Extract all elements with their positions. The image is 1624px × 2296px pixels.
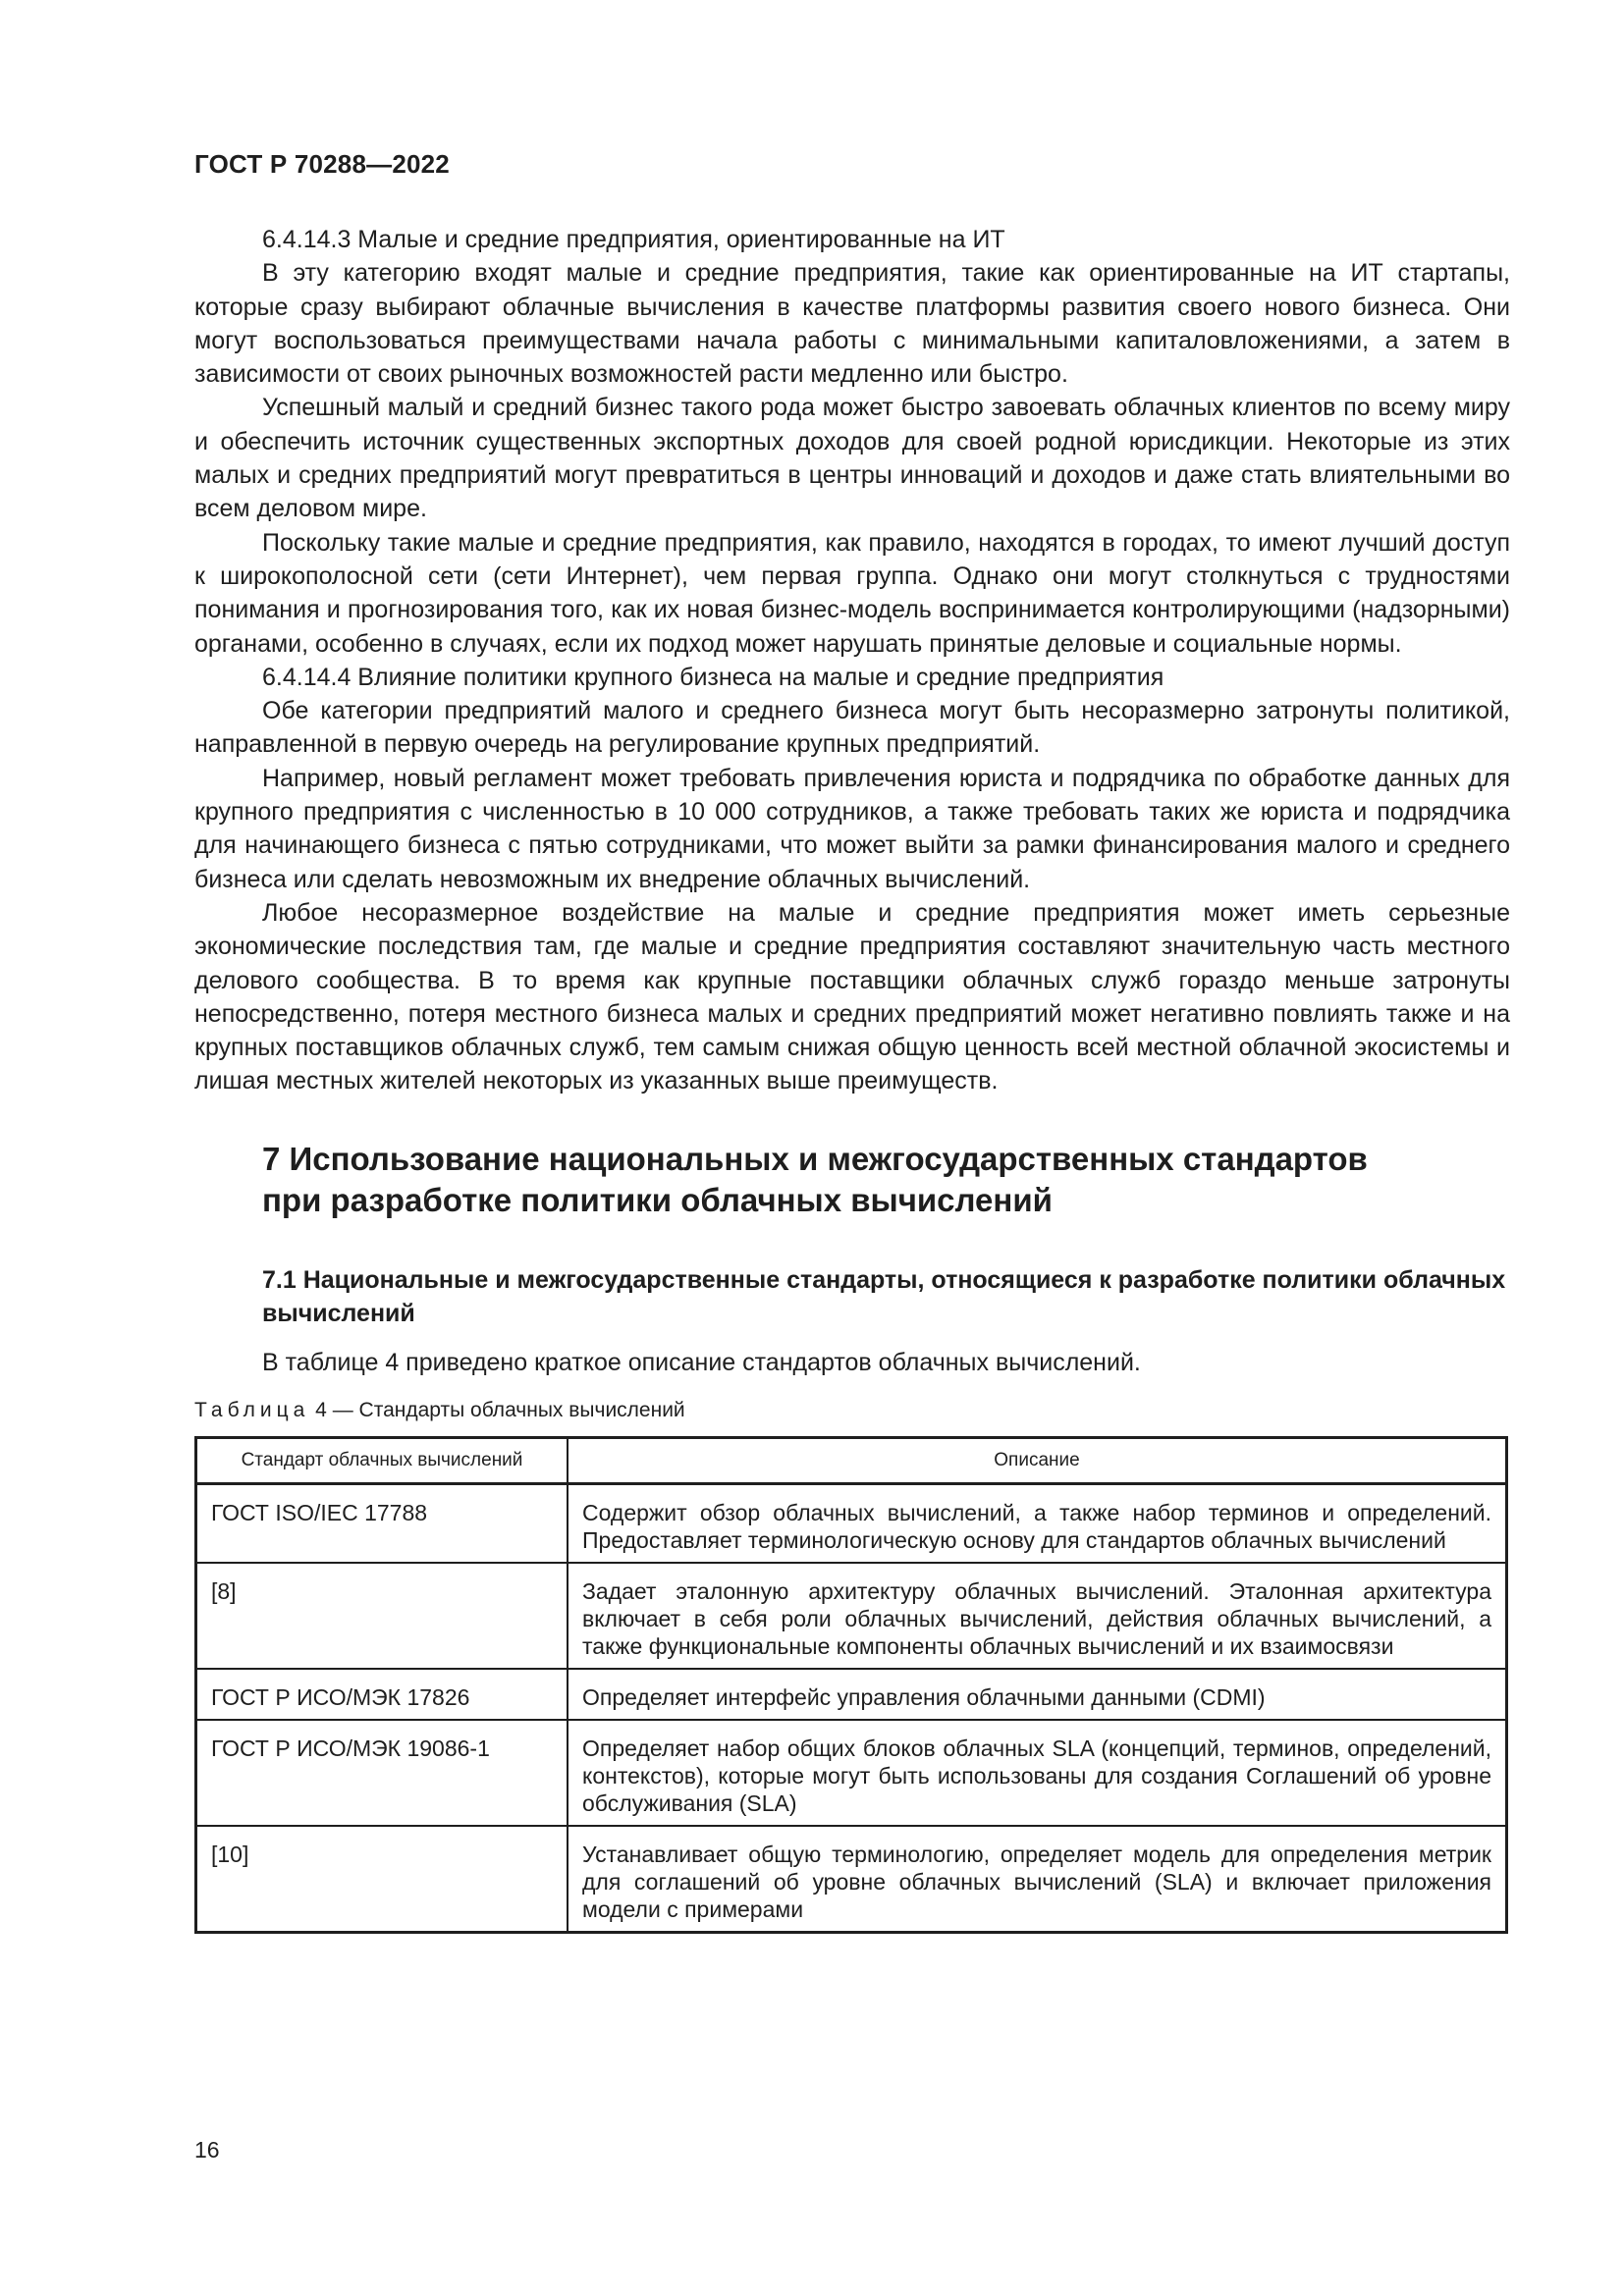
section-7-title-line1: 7 Использование национальных и межгосударственных стандартов (262, 1141, 1368, 1177)
table-caption-text: 4 — Стандарты облачных вычислений (309, 1399, 685, 1421)
description-cell: Устанавливает общую терминологию, определяет модель для определения метрик для соглашений об уровне облачных вычислений (SLA) и включает приложения модели с примерами (568, 1826, 1507, 1933)
table-row (196, 1826, 1507, 1933)
standard-cell: ГОСТ Р ИСО/МЭК 17826 (196, 1669, 568, 1720)
paragraph: Любое несоразмерное воздействие на малые и средние предприятия может иметь серьезные экономические последствия там, где малые и средние предприятия составляют значительную часть местного делового сообщества. В то время как крупные поставщики облачных служб гораздо меньше затронуты непосредственно, потеря местного бизнеса малых и средних предприятий может негативно повлиять также и на крупных поставщиков облачных служб, тем самым снижая общую ценность всей местной облачной экосистемы и лишая местных жителей некоторых из указанных выше преимуществ. (194, 898, 1510, 1095)
clause-heading-6-4-14-4: 6.4.14.4 Влияние политики крупного бизнеса на малые и средние предприятия (262, 663, 1164, 691)
table-intro-text: В таблице 4 приведено краткое описание стандартов облачных вычислений. (262, 1349, 1141, 1376)
description-cell: Содержит обзор облачных вычислений, а также набор терминов и определений. Предоставляет терминологическую основу для стандартов облачных вычислений (568, 1484, 1507, 1564)
table-row (196, 1669, 1507, 1720)
table-caption-label: Таблица (194, 1399, 310, 1421)
clause-heading-6-4-14-3: 6.4.14.3 Малые и средние предприятия, ориентированные на ИТ (262, 226, 1005, 253)
column-header-description: Описание (568, 1438, 1507, 1484)
standard-cell: [8] (196, 1563, 568, 1669)
paragraph: Например, новый регламент может требовать привлечения юриста и подрядчика по обработке данных для крупного предприятия с численностью в 10 000 сотрудников, а также требовать таких же юриста и подрядчика для начинающего бизнеса с пятью сотрудниками, что может выйти за рамки финансирования малого и среднего бизнеса или сделать невозможным их внедрение облачных вычислений. (194, 764, 1510, 893)
table-caption (194, 1396, 685, 1425)
column-header-standard: Стандарт облачных вычислений (196, 1438, 568, 1484)
subsection-7-1-title: 7.1 Национальные и межгосударственные стандарты, относящиеся к разработке политики облачных вычислений (262, 1266, 1506, 1327)
section-7-title (262, 1139, 1440, 1221)
standards-table (194, 1436, 1508, 1934)
paragraph: В эту категорию входят малые и средние предприятия, такие как ориентированные на ИТ стартапы, которые сразу выбирают облачные вычисления в качестве платформы развития своего нового бизнеса. Они могут воспользоваться преимуществами начала работы с минимальными капиталовложениями, а затем в зависимости от своих рыночных возможностей расти медленно или быстро. (194, 259, 1510, 389)
paragraph: Поскольку такие малые и средние предприятия, как правило, находятся в городах, то имеют лучший доступ к широкополосной сети (сети Интернет), чем первая группа. Однако они могут столкнуться с трудностями понимания и прогнозирования того, как их новая бизнес-модель воспринимается контролирующими (надзорными) органами, особенно в случаях, если их подход может нарушать принятые деловые и социальные нормы. (194, 528, 1510, 658)
document-code-header: ГОСТ Р 70288—2022 (194, 149, 450, 179)
page-number: 16 (194, 2137, 220, 2163)
description-cell: Определяет набор общих блоков облачных SLA (концепций, терминов, определений, контекстов), которые могут быть использованы для создания Соглашений об уровне обслуживания (SLA) (568, 1720, 1507, 1826)
standard-cell: [10] (196, 1826, 568, 1933)
table-row (196, 1720, 1507, 1826)
paragraph: Успешный малый и средний бизнес такого рода может быстро завоевать облачных клиентов по всему миру и обеспечить источник существенных экспортных доходов для своей родной юрисдикции. Некоторые из этих малых и средних предприятий могут превратиться в центры инноваций и доходов и даже стать влиятельными во всем деловом мире. (194, 394, 1510, 523)
table-row (196, 1484, 1507, 1564)
standard-cell: ГОСТ ISO/IEC 17788 (196, 1484, 568, 1564)
table-header-row (196, 1438, 1507, 1484)
paragraph: Обе категории предприятий малого и среднего бизнеса могут быть несоразмерно затронуты политикой, направленной в первую очередь на регулирование крупных предприятий. (194, 697, 1510, 759)
standard-cell: ГОСТ Р ИСО/МЭК 19086-1 (196, 1720, 568, 1826)
description-cell: Определяет интерфейс управления облачными данными (CDMI) (568, 1669, 1507, 1720)
section-7-title-line2: при разработке политики облачных вычислений (262, 1182, 1053, 1218)
body-text (194, 223, 1510, 1098)
description-cell: Задает эталонную архитектуру облачных вычислений. Эталонная архитектура включает в себя роли облачных вычислений, действия облачных вычислений, а также функциональные компоненты облачных вычислений и их взаимосвязи (568, 1563, 1507, 1669)
table-row (196, 1563, 1507, 1669)
